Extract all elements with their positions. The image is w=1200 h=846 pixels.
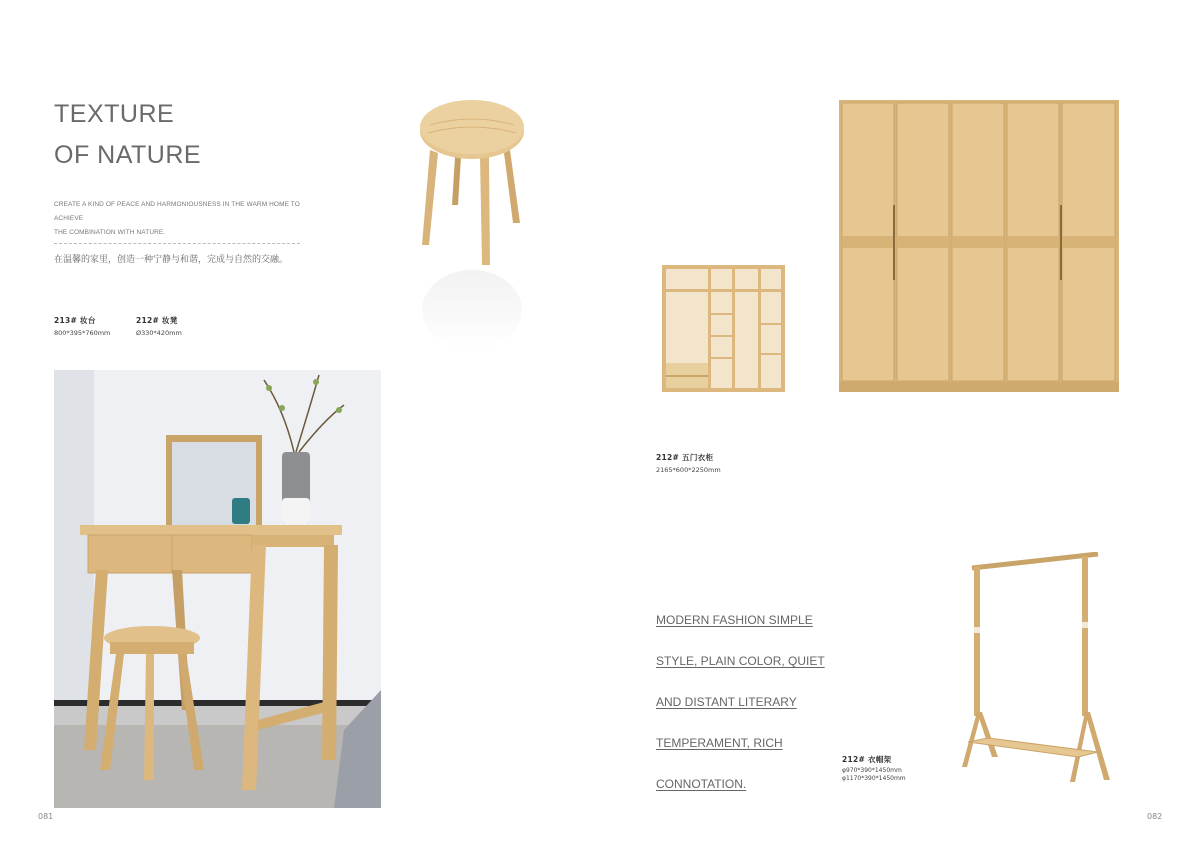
page-number-left: 081 (38, 812, 54, 821)
product-label-wardrobe (656, 452, 721, 474)
product-size: φ970*390*1450mm (842, 767, 902, 774)
product-size: Ø330*420mm (136, 329, 182, 337)
tagline-cn: 在温馨的家里，创造一种宁静与和谐，完成与自然的交融。 (54, 255, 289, 265)
coat-rack-photo (958, 552, 1112, 792)
tagline-line-2: THE COMBINATION WITH NATURE. (54, 229, 166, 236)
tagline-en (54, 198, 324, 240)
tagline-line-1: CREATE A KIND OF PEACE AND HARMONIOUSNESS IN THE WARM HOME TO ACHIEVE (54, 201, 300, 222)
wardrobe-closed-photo (839, 100, 1119, 392)
product-label-stool (136, 315, 182, 337)
dashed-divider (54, 243, 300, 244)
product-size: 800*395*760mm (54, 329, 111, 337)
page-number-right: 082 (1147, 812, 1163, 821)
product-code: 213# 妆台 (54, 316, 96, 325)
headline (54, 94, 201, 176)
motto-line: MODERN FASHION SIMPLE (656, 613, 813, 627)
dresser-room-photo (54, 370, 381, 808)
headline-line-2: OF NATURE (54, 141, 202, 169)
product-label-coat-rack (842, 754, 906, 782)
headline-line-1: TEXTURE (54, 100, 175, 128)
motto-line: TEMPERAMENT, RICH (656, 736, 783, 750)
motto-text (656, 600, 825, 805)
product-code: 212# 妆凳 (136, 316, 178, 325)
motto-line: AND DISTANT LITERARY (656, 695, 797, 709)
stool-photo (410, 95, 535, 360)
motto-line: CONNOTATION. (656, 777, 747, 791)
product-size: φ1170*390*1450mm (842, 775, 906, 782)
product-label-dresser (54, 315, 110, 337)
product-size: 2165*600*2250mm (656, 466, 721, 474)
wardrobe-open-photo (662, 265, 785, 392)
product-code: 212# 衣帽架 (842, 755, 892, 764)
product-code: 212# 五门衣柜 (656, 453, 714, 462)
motto-line: STYLE, PLAIN COLOR, QUIET (656, 654, 825, 668)
